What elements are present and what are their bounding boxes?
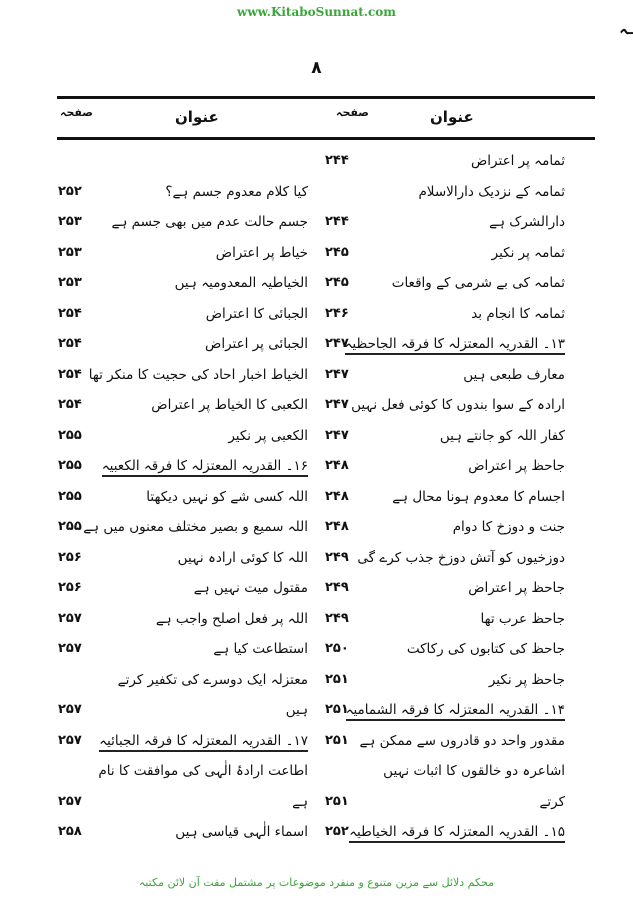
- entry-title: ثمامہ کی بے شرمی کے واقعات: [391, 275, 565, 291]
- entry-page-number: ۲۵۳: [58, 244, 82, 260]
- entry-title: دوزخیوں کو آتش دوزخ جذب کرے گی: [357, 549, 565, 566]
- entry-page-number: ۲۵۵: [58, 519, 82, 534]
- entry-page-number: ۲۵۲: [325, 824, 349, 839]
- entry-page-number: ۲۴۴: [325, 214, 349, 229]
- entry-title: اسماء الٰہی قیاسی ہیں: [175, 824, 308, 840]
- entry-title: کیا کلام معدوم جسم ہے؟: [165, 183, 308, 200]
- toc-entry: [58, 789, 308, 819]
- entry-title: ہے: [292, 793, 308, 810]
- entry-page-number: ۲۴۷: [325, 427, 349, 443]
- entry-title: اللہ کسی شے کو نہیں دیکھتا: [146, 488, 308, 505]
- toc-entry: [58, 728, 308, 758]
- toc-entry: [325, 514, 565, 544]
- toc-entry: [325, 606, 565, 636]
- entry-title: معتزلہ ایک دوسرے کی تکفیر کرتے: [117, 671, 308, 688]
- entry-page-number: ۲۴۸: [325, 488, 349, 504]
- entry-title: کفار اللہ کو جانتے ہیں: [439, 427, 565, 444]
- toc-entry: [58, 423, 308, 453]
- section-heading: ۱۶۔ القدریہ المعتزلہ کا فرقہ الکعبیہ: [102, 458, 308, 477]
- entry-title: الکعبی پر نکیر: [228, 427, 308, 444]
- toc-entry: [325, 484, 565, 514]
- entry-page-number: ۲۵۴: [58, 305, 82, 321]
- entry-page-number: ۲۴۷: [325, 336, 349, 351]
- toc-entry: [325, 789, 565, 819]
- toc-entry: [325, 392, 565, 422]
- toc-entry: [58, 636, 308, 666]
- entry-page-number: ۲۵۷: [58, 610, 82, 626]
- entry-page-number: ۲۴۸: [325, 458, 349, 473]
- entry-page-number: ۲۴۵: [325, 244, 349, 260]
- entry-page-number: ۲۵۱: [325, 732, 349, 748]
- entry-page-number: ۲۴۶: [325, 305, 349, 321]
- entry-title: مقدور واحد دو قادروں سے ممکن ہے: [359, 732, 565, 749]
- toc-entry: [58, 148, 308, 178]
- toc-entry: [325, 728, 565, 758]
- toc-entry: [325, 636, 565, 666]
- entry-page-number: ۲۴۹: [325, 580, 349, 595]
- toc-entry: [58, 484, 308, 514]
- entry-title: جاحظ عرب تھا: [480, 610, 565, 627]
- section-heading: ۱۵۔ القدریہ المعتزلہ کا فرقہ الخیاطیہ: [349, 824, 565, 843]
- entry-title: الجبائی پر اعتراض: [205, 336, 308, 352]
- toc-entry: [325, 209, 565, 239]
- entry-page-number: ۲۵۱: [325, 671, 349, 687]
- entry-page-number: ۲۵۰: [325, 641, 349, 656]
- toc-entry: [58, 545, 308, 575]
- entry-title: خیاط پر اعتراض: [215, 244, 308, 261]
- toc-entry: [325, 697, 565, 727]
- toc-entry: [58, 179, 308, 209]
- entry-page-number: ۲۵۴: [58, 366, 82, 382]
- entry-title: الجبائی کا اعتراض: [205, 305, 308, 322]
- entry-title: ثمامہ کا انجام بد: [471, 305, 565, 322]
- toc-entry: [58, 575, 308, 605]
- entry-page-number: ۲۴۸: [325, 519, 349, 534]
- entry-title: الخیاط اخبار احاد کی حجیت کا منکر تھا: [88, 366, 308, 383]
- toc-entry: [58, 240, 308, 270]
- entry-page-number: ۲۵۶: [58, 549, 82, 565]
- entry-title: ثمامہ کے نزدیک دارالاسلام: [418, 183, 565, 200]
- entry-page-number: ۲۴۷: [325, 397, 349, 412]
- entry-page-number: ۲۵۶: [58, 580, 82, 595]
- entry-title: جسم حالت عدم میں بھی جسم ہے: [111, 214, 308, 230]
- entry-title: الکعبی کا الخیاط پر اعتراض: [151, 397, 308, 413]
- toc-entry: [58, 209, 308, 239]
- watermark-url: www.KitaboSunnat.com: [236, 5, 396, 19]
- toc-entry: [325, 148, 565, 178]
- page-edge-fragment: ـہ: [619, 20, 633, 38]
- entry-page-number: ۲۴۹: [325, 610, 349, 626]
- header-title-label-right: عنوان: [430, 108, 474, 126]
- section-heading: ۱۴۔ القدریہ المعتزلہ کا فرقہ الشمامیہ: [346, 702, 565, 721]
- toc-entry: [325, 331, 565, 361]
- toc-entry: [58, 758, 308, 788]
- entry-title: ہیں: [285, 702, 308, 718]
- entry-title: اجسام کا معدوم ہونا محال ہے: [392, 488, 565, 505]
- entry-title: اللہ سمیع و بصیر مختلف معنوں میں ہے: [83, 519, 308, 535]
- toc-entry: [325, 453, 565, 483]
- entry-title: جنت و دوزخ کا دوام: [452, 519, 565, 535]
- section-heading: ۱۷۔ القدریہ المعتزلہ کا فرقہ الجبائیہ: [99, 733, 308, 752]
- entry-title: مقتول میت نہیں ہے: [193, 580, 308, 596]
- entry-page-number: ۲۵۷: [58, 702, 82, 717]
- entry-page-number: ۲۴۷: [325, 366, 349, 382]
- entry-title: معارف طبعی ہیں: [463, 366, 565, 383]
- header-page-label-right: صفحہ: [336, 106, 369, 119]
- toc-entry: [325, 819, 565, 849]
- entry-title: جاحظ پر اعتراض: [468, 458, 565, 474]
- entry-page-number: ۲۵۲: [58, 183, 82, 199]
- toc-entry: [58, 667, 308, 697]
- toc-entry: [58, 453, 308, 483]
- entry-page-number: ۲۵۵: [58, 458, 82, 473]
- entry-title: استطاعت کیا ہے: [213, 641, 308, 657]
- entry-page-number: ۲۵۱: [325, 702, 349, 717]
- entry-page-number: ۲۵۵: [58, 427, 82, 443]
- entry-title: کرتے: [539, 793, 565, 810]
- header-bottom-rule: [57, 137, 595, 140]
- toc-entry: [58, 606, 308, 636]
- entry-title: ارادہ کے سوا بندوں کا کوئی فعل نہیں: [351, 397, 565, 413]
- entry-title: اشاعرہ دو خالقوں کا اثبات نہیں: [383, 763, 565, 779]
- toc-entry: [58, 392, 308, 422]
- entry-page-number: ۲۴۹: [325, 549, 349, 565]
- entry-page-number: ۲۴۴: [325, 153, 349, 168]
- entry-page-number: ۲۵۷: [58, 732, 82, 748]
- toc-entry: [58, 301, 308, 331]
- toc-entry: [325, 545, 565, 575]
- entry-page-number: ۲۵۴: [58, 336, 82, 351]
- entry-page-number: ۲۵۸: [58, 824, 82, 839]
- toc-entry: [325, 758, 565, 788]
- entry-page-number: ۲۵۳: [58, 214, 82, 229]
- entry-title: ثمامہ پر نکیر: [491, 244, 565, 261]
- entry-title: الخیاطیہ المعدومیہ ہیں: [174, 275, 308, 291]
- toc-entry: [325, 423, 565, 453]
- entry-title: اطاعت ارادۂ الٰہی کی موافقت کا نام: [98, 763, 308, 779]
- toc-entry: [325, 301, 565, 331]
- entry-page-number: ۲۵۴: [58, 397, 82, 412]
- entry-page-number: ۲۵۵: [58, 488, 82, 504]
- toc-entry: [58, 362, 308, 392]
- toc-entry: [58, 697, 308, 727]
- entry-title: اللہ پر فعل اصلح واجب ہے: [155, 610, 308, 627]
- entry-page-number: ۲۵۱: [325, 793, 349, 809]
- page-number: ۸: [311, 58, 322, 78]
- toc-entry: [325, 575, 565, 605]
- toc-entry: [58, 270, 308, 300]
- toc-entry: [325, 179, 565, 209]
- toc-entry: [58, 514, 308, 544]
- entry-title: جاحظ کی کتابوں کی رکاکت: [406, 641, 565, 657]
- entry-title: ثمامہ پر اعتراض: [470, 153, 565, 169]
- toc-entry: [325, 270, 565, 300]
- section-heading: ۱۳۔ القدریہ المعتزلہ کا فرقہ الجاحظیہ: [345, 336, 565, 355]
- toc-entry: [325, 240, 565, 270]
- entry-title: جاحظ پر اعتراض: [468, 580, 565, 596]
- toc-entry: [325, 362, 565, 392]
- header-title-label-left: عنوان: [175, 108, 219, 126]
- entry-title: جاحظ پر نکیر: [488, 671, 565, 688]
- toc-entry: [325, 667, 565, 697]
- entry-page-number: ۲۵۷: [58, 793, 82, 809]
- entry-page-number: ۲۵۷: [58, 641, 82, 656]
- header-page-label-left: صفحہ: [60, 106, 93, 119]
- entry-page-number: ۲۵۳: [58, 275, 82, 290]
- toc-entry: [58, 331, 308, 361]
- entry-page-number: ۲۴۵: [325, 275, 349, 290]
- header-top-rule: [57, 96, 595, 99]
- entry-title: اللہ کا کوئی ارادہ نہیں: [177, 549, 308, 566]
- entry-title: دارالشرک ہے: [489, 214, 565, 230]
- toc-entry: [58, 819, 308, 849]
- watermark-footer: محکم دلائل سے مزین متنوع و منفرد موضوعات پر مشتمل مفت آن لائن مکتبہ: [138, 876, 495, 889]
